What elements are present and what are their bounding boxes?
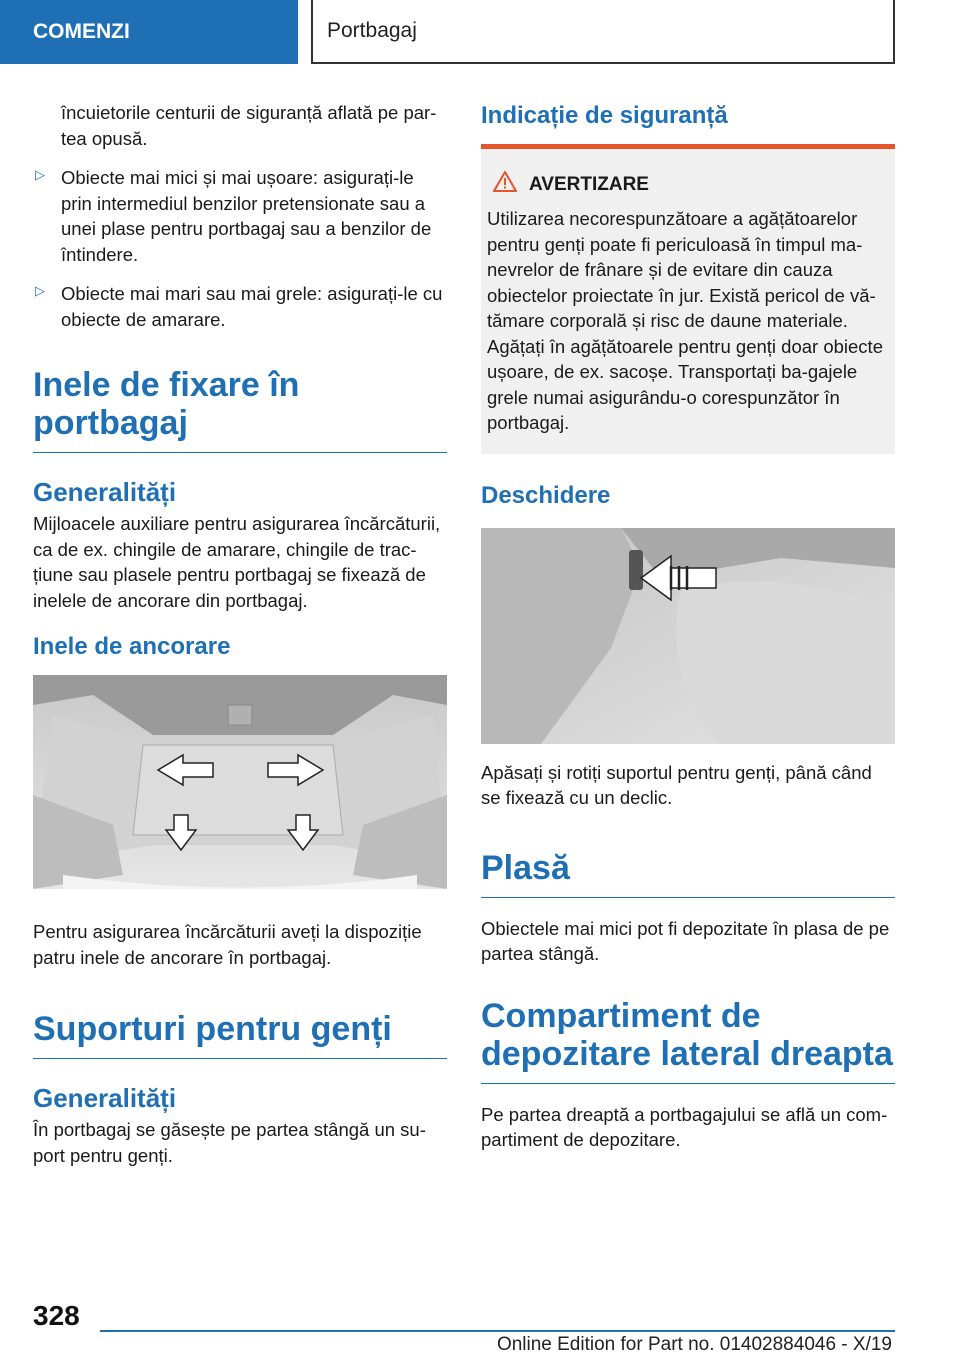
left-column bbox=[33, 100, 447, 1168]
warning-box bbox=[481, 144, 895, 454]
paragraph-generalitati-2: În portbagaj se găsește pe partea stângă un su‐port pentru genți. bbox=[33, 1119, 426, 1166]
warning-title: AVERTIZARE bbox=[529, 173, 649, 195]
heading-deschidere: Deschidere bbox=[481, 481, 611, 509]
right-column bbox=[481, 102, 895, 1153]
paragraph-plasa: Obiectele mai mici pot fi depozitate în plasa de pe partea stângă. bbox=[481, 917, 890, 964]
list-item-text: Obiecte mai mici și mai ușoare: asigurați-le prin intermediul benzilor pretensionate sau a unei plase pentru portbagaj sau a benzilor de întindere. bbox=[61, 167, 432, 265]
trunk-anchor-rings-image bbox=[33, 675, 447, 889]
continued-text: încuietorile centurii de siguranță aflată pe par‐tea opusă. bbox=[61, 102, 437, 149]
list-item bbox=[33, 281, 447, 332]
chapter-title: Portbagaj bbox=[327, 19, 417, 42]
paragraph-compartiment: Pe partea dreaptă a portbagajului se află un com‐partiment de depozitare. bbox=[481, 1103, 888, 1150]
heading-plasa: Plasă bbox=[481, 849, 895, 898]
paragraph-deschidere: Apăsați și rotiți suportul pentru genți, până când se fixează cu un declic. bbox=[481, 761, 872, 808]
warning-header bbox=[487, 171, 887, 198]
chapter-title-box bbox=[311, 0, 895, 64]
list-item-text: Obiecte mai mari sau mai grele: asigurați-le cu obiecte de amarare. bbox=[61, 283, 443, 330]
bullet-triangle-icon: ▷ bbox=[35, 283, 45, 298]
heading-compartiment: Compartiment de depozitare lateral dreapta bbox=[481, 997, 895, 1084]
heading-inele-fixare: Inele de fixare în portbagaj bbox=[33, 366, 447, 453]
list-item bbox=[33, 165, 447, 267]
section-tab bbox=[0, 0, 298, 64]
heading-generalitati-2: Generalități bbox=[33, 1083, 177, 1113]
heading-generalitati-1: Generalități bbox=[33, 477, 177, 507]
warning-triangle-icon bbox=[493, 171, 517, 198]
paragraph-generalitati-1: Mijloacele auxiliare pentru asigurarea încărcăturii, ca de ex. chingile de amarare, chingile de trac‐țiune sau plasele pentru portbagaj se fixează de inelele de ancorare din portbagaj. bbox=[33, 513, 441, 611]
bullet-triangle-icon: ▷ bbox=[35, 167, 45, 182]
bag-hook-image bbox=[481, 528, 895, 744]
heading-inele-ancorare: Inele de ancorare bbox=[33, 633, 231, 660]
page-number: 328 bbox=[33, 1300, 80, 1331]
paragraph-ancorare: Pentru asigurarea încărcăturii aveți la dispoziție patru inele de ancorare în portbagaj. bbox=[33, 921, 422, 968]
section-label: COMENZI bbox=[33, 20, 130, 43]
warning-text: Utilizarea necorespunzătoare a agățătoarelor pentru genți poate fi periculoasă în timpul ma‐nevrelor de frânare și de evitare din cauza obiectelor proiectate în jur. Există pericol de vă‐tămare corporală și risc de daune materiale. Agățați în agățătoarele pentru genți doar obiecte ușoare, de ex. sacoșe. Transportați ba‐gajele grele numai asigurându-o corespunzător în portbagaj. bbox=[487, 208, 883, 433]
footer-rule bbox=[100, 1330, 895, 1332]
heading-indicatie-siguranta: Indicație de siguranță bbox=[481, 102, 728, 129]
footer-edition: Online Edition for Part no. 01402884046 - X/19 bbox=[496, 1334, 892, 1355]
heading-suporturi-genti: Suporturi pentru genți bbox=[33, 1010, 447, 1059]
